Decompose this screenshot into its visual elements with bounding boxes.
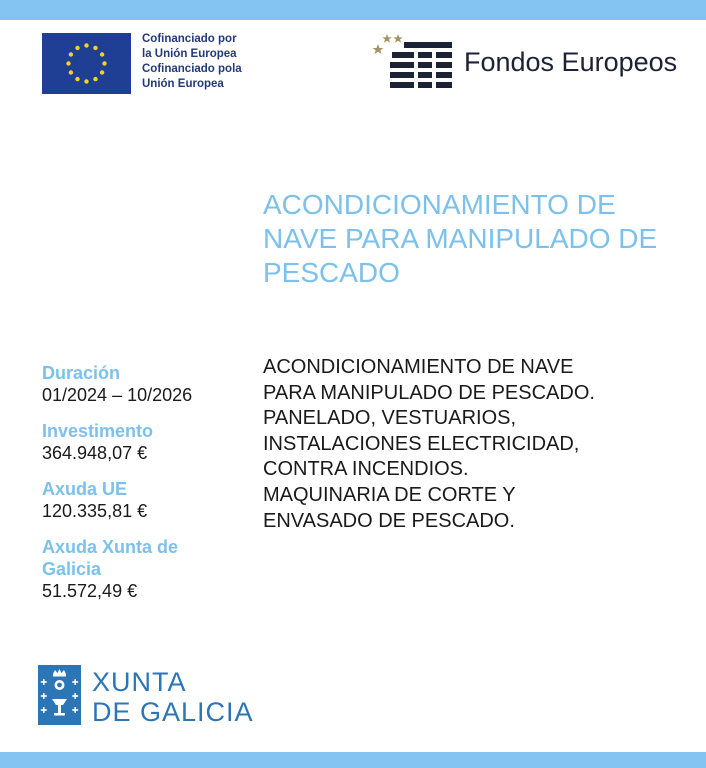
project-description [263, 355, 683, 534]
title-line-3: PESCADO [263, 257, 400, 288]
desc-line-1: ACONDICIONAMIENTO DE NAVE [263, 356, 574, 378]
title-line-2: NAVE PARA MANIPULADO DE [263, 223, 658, 254]
title-line-1: ACONDICIONAMIENTO DE [263, 189, 616, 220]
axuda-xunta-value: 51.572,49 € [42, 581, 138, 601]
eu-line-4: Unión Europea [142, 78, 224, 90]
eu-stars-icon [42, 33, 131, 94]
project-info [42, 362, 257, 616]
desc-line-2: PARA MANIPULADO DE PESCADO. [263, 381, 595, 404]
duracion-label: Duración [42, 363, 121, 383]
axuda-ue-value: 120.335,81 € [42, 501, 148, 521]
investimento-label: Investimento [42, 421, 154, 441]
bottom-band [0, 752, 706, 768]
desc-line-3: PANELADO, VESTUARIOS, [263, 407, 517, 430]
eu-flag [42, 33, 131, 94]
desc-line-7: ENVASADO DE PESCADO. [263, 509, 515, 532]
fondos-europeos-logo [370, 34, 454, 90]
eu-cofinancing-text [142, 32, 272, 92]
xunta-line-1: XUNTA [92, 667, 187, 697]
xunta-line-2: DE GALICIA [92, 697, 254, 727]
top-band [0, 0, 706, 20]
eu-line-1: Cofinanciado por [142, 33, 237, 45]
galicia-coat-of-arms-icon [38, 665, 81, 725]
project-title [263, 188, 683, 290]
desc-line-4: INSTALACIONES ELECTRICIDAD, [263, 432, 580, 455]
fondos-europeos-icon [370, 34, 454, 90]
axuda-xunta-label-line-2: Galicia [42, 559, 102, 579]
eu-line-3: Cofinanciado pola [142, 63, 242, 75]
xunta-emblem [38, 665, 81, 725]
xunta-de-galicia-text [92, 667, 254, 727]
duracion-value: 01/2024 – 10/2026 [42, 385, 193, 405]
desc-line-6: MAQUINARIA DE CORTE Y [263, 483, 516, 506]
fondos-europeos-text: Fondos Europeos [464, 47, 678, 77]
investimento-value: 364.948,07 € [42, 443, 148, 463]
axuda-ue-label: Axuda UE [42, 479, 128, 499]
desc-line-5: CONTRA INCENDIOS. [263, 458, 469, 481]
eu-line-2: la Unión Europea [142, 48, 237, 60]
axuda-xunta-label-line-1: Axuda Xunta de [42, 537, 179, 557]
